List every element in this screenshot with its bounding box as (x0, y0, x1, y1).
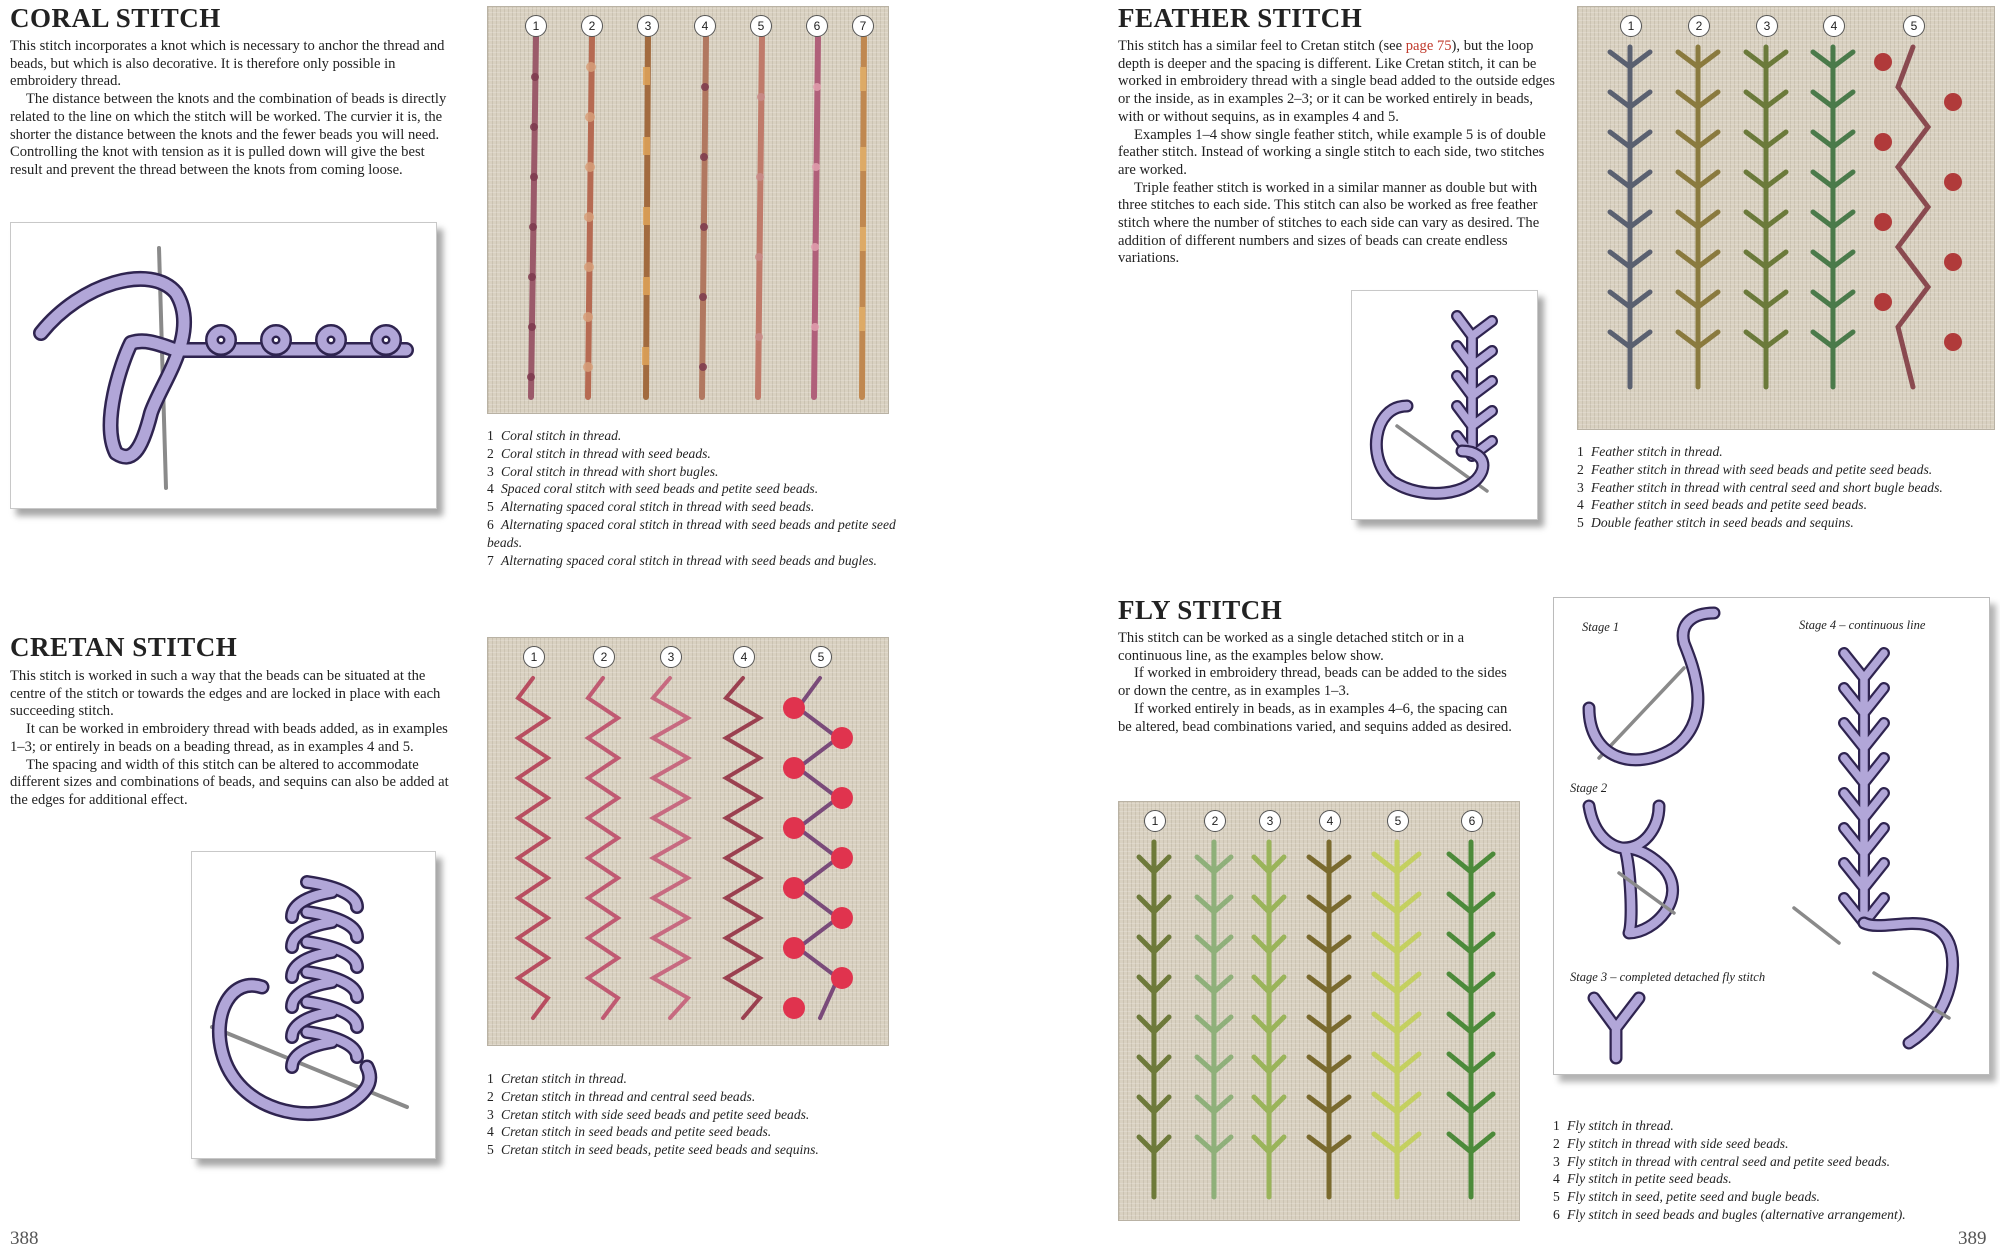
cretan-sample-marker-1: 1 (523, 646, 545, 668)
fly-sample-marker-4: 4 (1319, 810, 1341, 832)
coral-sample-marker-6: 6 (806, 15, 828, 37)
cretan-captions (487, 1070, 897, 1159)
cretan-paragraph-1: This stitch is worked in such a way that the beads can be situated at the centre of the stitch or towards the edges and are locked in place with each succeeding stitch. (10, 668, 441, 720)
coral-stitch-heading: CORAL STITCH (10, 3, 221, 33)
fly-caption: 3 Fly stitch in thread with central seed and petite seed beads. (1553, 1153, 1891, 1169)
cretan-paragraph-2: It can be worked in embroidery thread with beads added, as in examples 1–3; or entirely in beads on a beading thread, as in examples 4 and 5. (10, 721, 448, 755)
coral-sample-marker-5: 5 (750, 15, 772, 37)
fly-caption: 5 Fly stitch in seed, petite seed and bugle beads. (1553, 1189, 1820, 1205)
fly-stitch-text (1118, 630, 1518, 736)
page-number-right: 389 (1958, 1228, 1987, 1249)
coral-caption: 7 Alternating spaced coral stitch in thread with seed beads and bugles. (487, 552, 877, 568)
feather-sample-marker-4: 4 (1823, 15, 1845, 37)
feather-caption: 4 Feather stitch in seed beads and petite seed beads. (1577, 497, 1867, 513)
coral-sample-marker-3: 3 (637, 15, 659, 37)
feather-sample-marker-1: 1 (1620, 15, 1642, 37)
fly-sample-marker-2: 2 (1204, 810, 1226, 832)
feather-stitch-diagram (1351, 290, 1538, 520)
fly-stitch-samples (1119, 802, 1519, 1220)
stage-3-label: Stage 3 – completed detached fly stitch (1570, 970, 1766, 984)
feather-paragraph-2: Examples 1–4 show single feather stitch, while example 5 is of double feather stitch. Instead of working a single stitch to each side, two stitches are worked. (1118, 126, 1546, 178)
fly-stitch-stages-diagram (1553, 597, 1990, 1075)
fly-captions (1553, 1117, 1993, 1224)
coral-diagram-art (11, 223, 436, 508)
cretan-diagram-art (192, 852, 435, 1158)
cretan-stitch-heading: CRETAN STITCH (10, 632, 238, 662)
cretan-caption: 4 Cretan stitch in seed beads and petite seed beads. (487, 1124, 772, 1140)
stage-1-label: Stage 1 (1582, 620, 1620, 634)
feather-caption: 3 Feather stitch in thread with central seed and short bugle beads. (1577, 479, 1943, 495)
fly-stitch-photo (1118, 801, 1520, 1221)
cretan-caption: 5 Cretan stitch in seed beads, petite seed beads and sequins. (487, 1142, 819, 1158)
feather-captions (1577, 443, 1997, 532)
feather-caption: 5 Double feather stitch in seed beads and sequins. (1577, 515, 1854, 531)
feather-caption: 2 Feather stitch in thread with seed beads and petite seed beads. (1577, 461, 1933, 477)
coral-stitch-photo (487, 6, 889, 414)
coral-caption: 3 Coral stitch in thread with short bugles. (487, 463, 719, 479)
fly-caption: 1 Fly stitch in thread. (1553, 1118, 1674, 1133)
feather-diagram-art (1352, 291, 1537, 519)
cretan-caption: 1 Cretan stitch in thread. (487, 1071, 627, 1086)
coral-paragraph-1: This stitch incorporates a knot which is necessary to anchor the thread and beads, but which is also decorative. It is therefore only possible in embroidery thread. (10, 38, 445, 90)
cretan-stitch-text (10, 668, 455, 810)
cretan-sample-marker-4: 4 (733, 646, 755, 668)
coral-stitch-samples (488, 7, 888, 413)
fly-diagram-art (1554, 598, 1989, 1074)
feather-caption: 1 Feather stitch in thread. (1577, 444, 1723, 459)
coral-caption: 1 Coral stitch in thread. (487, 428, 622, 443)
coral-caption: 6 Alternating spaced coral stitch in thread with seed beads and petite seed beads. (487, 516, 896, 550)
coral-sample-marker-1: 1 (525, 15, 547, 37)
fly-sample-marker-6: 6 (1461, 810, 1483, 832)
fly-sample-marker-3: 3 (1259, 810, 1281, 832)
coral-sample-marker-7: 7 (852, 15, 874, 37)
fly-paragraph-1: This stitch can be worked as a single detached stitch or in a continuous line, as the examples below show. (1118, 630, 1465, 664)
cretan-caption: 3 Cretan stitch with side seed beads and petite seed beads. (487, 1106, 810, 1122)
fly-caption: 6 Fly stitch in seed beads and bugles (alternative arrangement). (1553, 1206, 1906, 1222)
cretan-paragraph-3: The spacing and width of this stitch can be altered to accommodate different sizes and combinations of beads, and sequins can also be added at the edges for additional effect. (10, 756, 449, 808)
coral-sample-marker-4: 4 (694, 15, 716, 37)
stage-4-label: Stage 4 – continuous line (1799, 618, 1926, 632)
fly-paragraph-3: If worked entirely in beads, as in examples 4–6, the spacing can be altered, bead combinations varied, and sequins added as desired. (1118, 700, 1512, 735)
coral-caption: 2 Coral stitch in thread with seed beads. (487, 445, 711, 461)
cretan-sample-marker-3: 3 (660, 646, 682, 668)
cretan-caption: 2 Cretan stitch in thread and central seed beads. (487, 1088, 756, 1104)
cretan-stitch-photo (487, 637, 889, 1046)
coral-caption: 5 Alternating spaced coral stitch in thread with seed beads. (487, 499, 815, 515)
feather-sample-marker-5: 5 (1903, 15, 1925, 37)
fly-caption: 2 Fly stitch in thread with side seed beads. (1553, 1135, 1789, 1151)
fly-sample-marker-5: 5 (1387, 810, 1409, 832)
feather-paragraph-3: Triple feather stitch is worked in a similar manner as double but with three stitches to each side. This stitch can also be worked as free feather stitch where the number of stitches to each side can vary as desired. The addition of different numbers and sizes of beads can create endless variations. (1118, 179, 1540, 267)
cretan-sample-marker-5: 5 (810, 646, 832, 668)
page-number-left: 388 (10, 1228, 39, 1249)
fly-caption: 4 Fly stitch in petite seed beads. (1553, 1171, 1732, 1187)
cretan-stitch-samples (488, 638, 888, 1045)
cretan-stitch-diagram (191, 851, 436, 1159)
fly-paragraph-2: If worked in embroidery thread, beads can be added to the sides or down the centre, as in examples 1–3. (1118, 665, 1507, 700)
feather-stitch-photo (1577, 6, 1995, 430)
feather-sample-marker-2: 2 (1688, 15, 1710, 37)
feather-sample-marker-3: 3 (1756, 15, 1778, 37)
coral-captions (487, 427, 897, 569)
feather-stitch-samples (1578, 7, 1994, 429)
coral-sample-marker-2: 2 (581, 15, 603, 37)
coral-stitch-text (10, 38, 450, 180)
page-75-link[interactable]: page 75 (1405, 38, 1452, 54)
feather-paragraph-1: This stitch has a similar feel to Cretan stitch (see page 75), but the loop depth is deeper and the spacing is different. Like Cretan stitch, it can be worked in embroidery thread with a single bead added to the outside edges or the inside, as in examples 2–3; or it can be worked entirely in beads, with or without sequins, as in examples 4 and 5. (1118, 38, 1555, 125)
feather-stitch-text (1118, 38, 1561, 268)
fly-stitch-heading: FLY STITCH (1118, 595, 1283, 625)
coral-paragraph-2: The distance between the knots and the combination of beads is directly related to the line on which the stitch will be worked. The curvier it is, the shorter the distance between the knots and the fewer beads you will need. Controlling the knot with tension as it is pulled down will give the best result and prevent the thread between the knots from coming loose. (10, 91, 447, 178)
feather-stitch-heading: FEATHER STITCH (1118, 3, 1363, 33)
coral-caption: 4 Spaced coral stitch with seed beads and petite seed beads. (487, 481, 819, 497)
coral-stitch-diagram (10, 222, 437, 509)
cretan-sample-marker-2: 2 (593, 646, 615, 668)
stage-2-label: Stage 2 (1570, 781, 1608, 795)
fly-sample-marker-1: 1 (1144, 810, 1166, 832)
